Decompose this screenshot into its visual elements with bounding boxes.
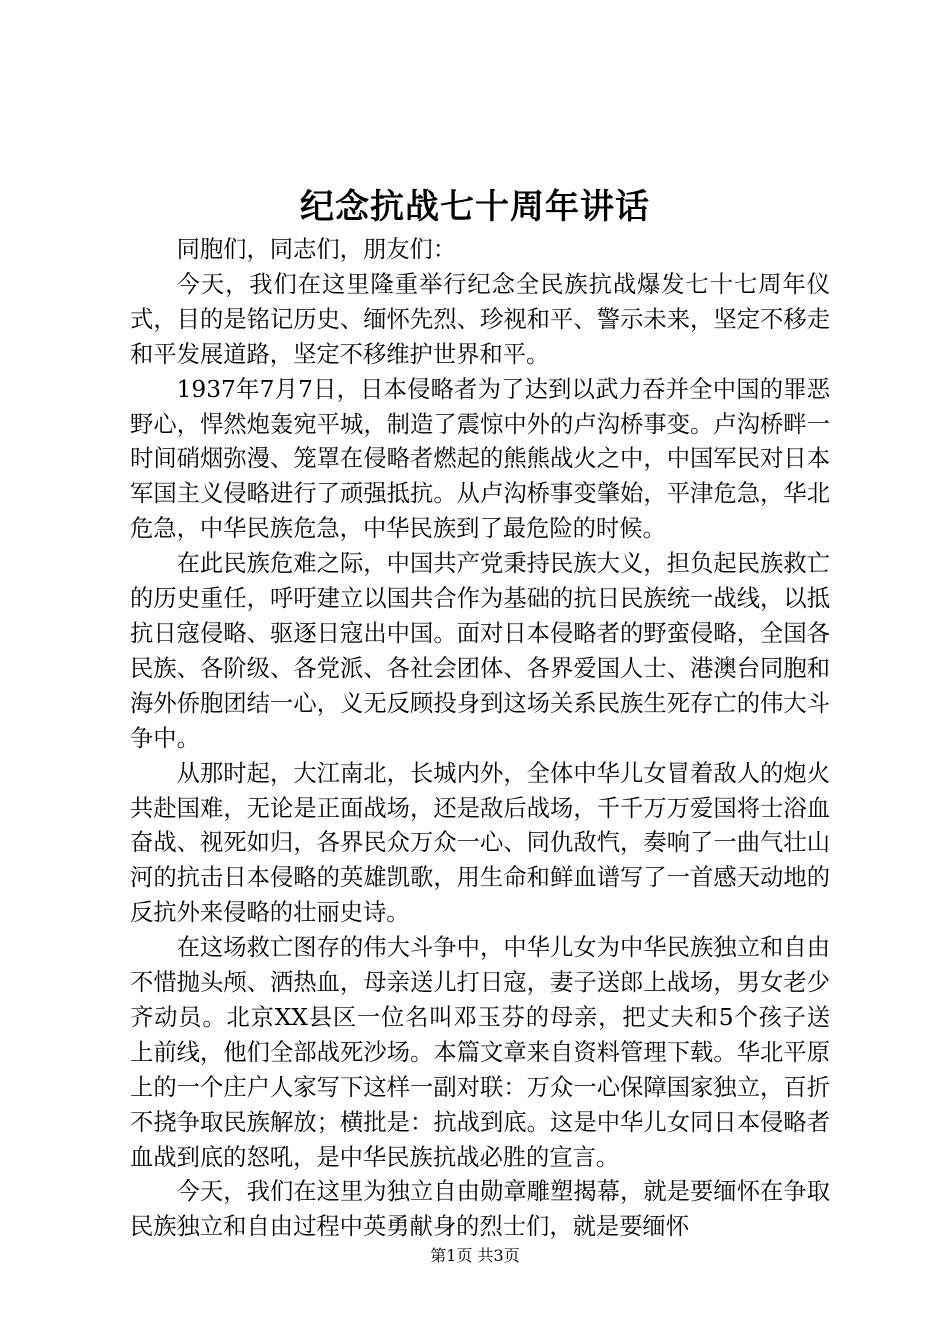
paragraph-greeting: 同胞们，同志们，朋友们： (176, 236, 457, 263)
paragraph-5: 在这场救亡图存的伟大斗争中，中华儿女为中华民族独立和自由不惜抛头颅、洒热血，母亲送儿打日寇，妻子送郎上战场，男女老少齐动员。北京XX县区一位名叫邓玉芬的母亲，把丈夫和5个孩子送上前线，他们全部战死沙场。本篇文章来自资料管理下载。华北平原上的一个庄户人家写下这样一副对联：万众一心保障国家独立，百折不挠争取民族解放；横批是：抗战到底。这是中华儿女同日本侵略者血战到底的怒吼，是中华民族抗战必胜的宣言。 (130, 934, 830, 1171)
paragraph-4: 从那时起，大江南北，长城内外，全体中华儿女冒着敌人的炮火共赴国难，无论是正面战场，还是敌后战场，千千万万爱国将士浴血奋战、视死如归，各界民众万众一心、同仇敌忾，奏响了一曲气壮山河的抗击日本侵略的英雄凯歌，用生命和鲜血谱写了一首感天动地的反抗外来侵略的壮丽史诗。 (130, 759, 830, 927)
paragraph-3: 在此民族危难之际，中国共产党秉持民族大义，担负起民族救亡的历史重任，呼吁建立以国共合作为基础的抗日民族统一战线，以抵抗日寇侵略、驱逐日寇出中国。面对日本侵略者的野蛮侵略，全国各民族、各阶级、各党派、各社会团体、各界爱国人士、港澳台同胞和海外侨胞团结一心，义无反顾投身到这场关系民族生死存亡的伟大斗争中。 (130, 550, 830, 752)
paragraph-1: 今天，我们在这里隆重举行纪念全民族抗战爆发七十七周年仪式，目的是铭记历史、缅怀先烈、珍视和平、警示未来，坚定不移走和平发展道路，坚定不移维护世界和平。 (130, 270, 830, 368)
paragraph-2: 1937年7月7日，日本侵略者为了达到以武力吞并全中国的罪恶野心，悍然炮轰宛平城，制造了震惊中外的卢沟桥事变。卢沟桥畔一时间硝烟弥漫、笼罩在侵略者燃起的熊熊战火之中，中国军民对日本军国主义侵略进行了顽强抵抗。从卢沟桥事变肇始，平津危急，华北危急，中华民族危急，中华民族到了最危险的时候。 (130, 375, 830, 543)
document-body (130, 233, 830, 1245)
page-footer: 第1页 共3页 (430, 1246, 520, 1265)
document-title: 纪念抗战七十周年讲话 (300, 187, 650, 227)
paragraph-6: 今天，我们在这里为独立自由勋章雕塑揭幕，就是要缅怀在争取民族独立和自由过程中英勇献身的烈士们，就是要缅怀 (130, 1178, 830, 1241)
